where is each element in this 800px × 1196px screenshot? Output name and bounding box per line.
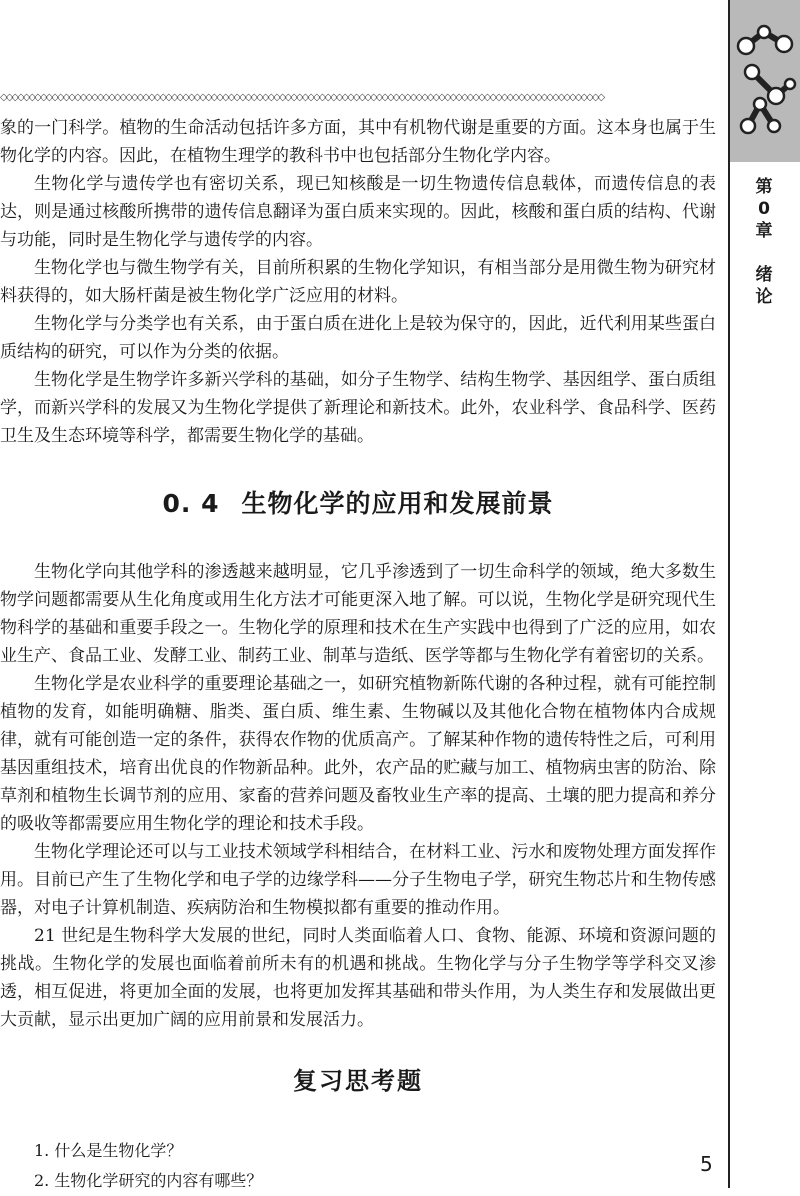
review-question: 1. 什么是生物化学？ bbox=[34, 1141, 183, 1160]
paragraph: 生物化学与遗传学也有密切关系，现已知核酸是一切生物遗传信息载体，而遗传信息的表达，则是通过核酸所携带的遗传信息翻译为蛋白质来实现的。因此，核酸和蛋白质的结构、代谢与功能，同时是生物化学与遗传学的内容。 bbox=[0, 174, 716, 250]
paragraph: 21 世纪是生物科学大发展的世纪，同时人类面临着人口、食物、能源、环境和资源问题的挑战。生物化学的发展也面临着前所未有的机遇和挑战。生物化学与分子生物学等学科交叉渗透，相互促进，将更加全面的发展，也将更加发挥其基础和带头作用，为人类生存和发展做出更大贡献，显示出更加广阔的应用前景和发展活力。 bbox=[0, 926, 716, 1030]
paragraph: 生物化学向其他学科的渗透越来越明显，它几乎渗透到了一切生命科学的领域，绝大多数生物学问题都需要从生化角度或用生化方法才可能更深入地了解。可以说，生物化学是研究现代生物科学的基础和重要手段之一。生物化学的原理和技术在生产实践中也得到了广泛的应用，如农业生产、食品工业、发酵工业、制药工业、制革与造纸、医学等都与生物化学有着密切的关系。 bbox=[0, 562, 716, 666]
paragraph: 象的一门科学。植物的生命活动包括许多方面，其中有机物代谢是重要的方面。这本身也属于生物化学的内容。因此，在植物生理学的教科书中也包括部分生物化学内容。 bbox=[0, 118, 716, 166]
side-divider-line bbox=[728, 0, 730, 1188]
page-content bbox=[0, 114, 728, 1196]
section-heading bbox=[0, 474, 716, 534]
paragraph: 生物化学理论还可以与工业技术领域学科相结合，在材料工业、污水和废物处理方面发挥作用。目前已产生了生物化学和电子学的边缘学科——分子生物电子学，研究生物芯片和生物传感器，对电子计算机制造、疾病防治和生物模拟都有重要的推动作用。 bbox=[0, 842, 716, 918]
chapter-tab-title-char: 论 bbox=[755, 287, 773, 307]
molecule-icon bbox=[730, 0, 800, 162]
chapter-decoration-band bbox=[728, 0, 800, 162]
page-number: 5 bbox=[700, 1152, 713, 1176]
paragraph: 生物化学是生物学许多新兴学科的基础，如分子生物学、结构生物学、基因组学、蛋白质组学，而新兴学科的发展又为生物化学提供了新理论和新技术。此外，农业科学、食品科学、医药卫生及生态环境等科学，都需要生物化学的基础。 bbox=[0, 370, 716, 446]
chapter-tab-char: 章 bbox=[755, 221, 773, 241]
paragraph: 生物化学与分类学也有关系，由于蛋白质在进化上是较为保守的，因此，近代利用某些蛋白质结构的研究，可以作为分类的依据。 bbox=[0, 314, 716, 362]
section-number: 0. 4 bbox=[162, 489, 220, 518]
chapter-tab-number: 0 bbox=[758, 199, 770, 219]
section-title: 生物化学的应用和发展前景 bbox=[241, 489, 554, 518]
review-heading: 复习思考题 bbox=[293, 1067, 423, 1095]
paragraph: 生物化学是农业科学的重要理论基础之一，如研究植物新陈代谢的各种过程，就有可能控制植物的发育，如能明确糖、脂类、蛋白质、维生素、生物碱以及其他化合物在植物体内合成规律，就有可能创造一定的条件，获得农作物的优质高产。了解某种作物的遗传特性之后，可利用基因重组技术，培育出优良的作物新品种。此外，农产品的贮藏与加工、植物病虫害的防治、除草剂和植物生长调节剂的应用、家畜的营养问题及畜牧业生产率的提高、土壤的肥力提高和养分的吸收等都需要应用生物化学的理论和技术手段。 bbox=[0, 674, 716, 834]
review-questions bbox=[0, 1136, 716, 1196]
chapter-tab-title-char: 绪 bbox=[755, 265, 773, 285]
diamond-border-rule: ◇◇◇◇◇◇◇◇◇◇◇◇◇◇◇◇◇◇◇◇◇◇◇◇◇◇◇◇◇◇◇◇◇◇◇◇◇◇◇◇◇◇◇◇◇◇◇◇◇◇◇◇◇◇◇◇◇◇◇◇◇◇◇◇◇◇◇◇◇◇◇◇◇◇◇◇◇◇◇◇◇◇◇◇◇◇◇◇◇◇◇◇◇◇◇◇◇◇◇◇◇◇◇◇◇◇ bbox=[0, 92, 604, 103]
paragraph: 生物化学也与微生物学有关，目前所积累的生物化学知识，有相当部分是用微生物为研究材料获得的，如大肠杆菌是被生物化学广泛应用的材料。 bbox=[0, 258, 716, 306]
review-question: 2. 生物化学研究的内容有哪些？ bbox=[34, 1171, 263, 1190]
chapter-tab-char: 第 bbox=[755, 177, 773, 197]
chapter-tab bbox=[733, 176, 795, 308]
